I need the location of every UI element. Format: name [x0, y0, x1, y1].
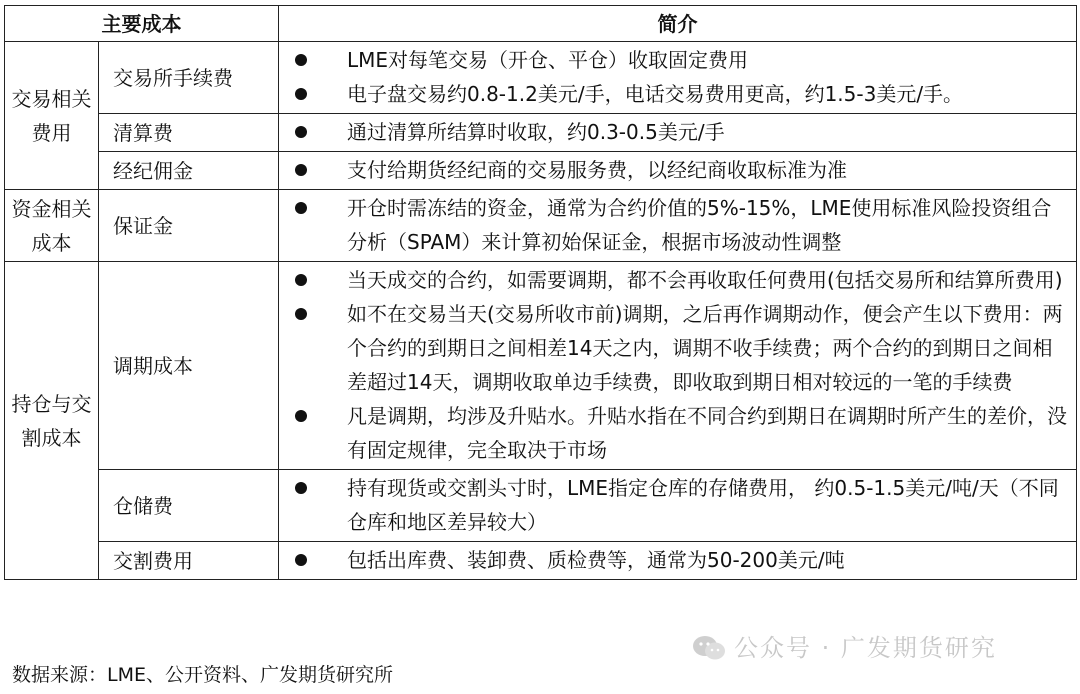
bullet-dot-icon	[295, 308, 307, 320]
category-cell: 资金相关成本	[5, 190, 99, 262]
wechat-icon	[692, 634, 726, 662]
description-cell	[279, 542, 1077, 580]
table-row	[5, 190, 1077, 262]
table-row	[5, 114, 1077, 152]
watermark-text: 公众号 · 广发期货研究	[734, 634, 997, 662]
table-row	[5, 542, 1077, 580]
bullet-item	[291, 399, 1070, 467]
bullet-text: 支付给期货经纪商的交易服务费，以经纪商收取标准为准	[347, 158, 847, 182]
category-cell: 交易相关费用	[5, 42, 99, 190]
bullet-text: 当天成交的合约，如需要调期，都不会再收取任何费用(包括交易所和结算所费用)	[347, 268, 1063, 292]
description-cell	[279, 262, 1077, 470]
cost-table	[4, 5, 1077, 580]
description-cell	[279, 190, 1077, 262]
bullet-dot-icon	[295, 554, 307, 566]
table-row	[5, 262, 1077, 470]
category-cell: 持仓与交割成本	[5, 262, 99, 580]
bullet-item	[291, 115, 1070, 149]
bullet-dot-icon	[295, 202, 307, 214]
data-source-note: 数据来源：LME、公开资料、广发期货研究所	[12, 664, 393, 686]
table-row	[5, 152, 1077, 190]
bullet-text: 如不在交易当天(交易所收市前)调期，之后再作调期动作，便会产生以下费用：两个合约的到期日之间相差14天之内，调期不收手续费；两个合约的到期日之间相差超过14天，调期收取单边手续费，即收取到期日相对较远的一笔的手续费	[347, 302, 1063, 394]
subcategory-cell: 仓储费	[99, 470, 279, 542]
bullet-text: 持有现货或交割头寸时，LME指定仓库的存储费用， 约0.5-1.5美元/吨/天（不同仓库和地区差异较大）	[347, 476, 1059, 534]
bullet-text: 开仓时需冻结的资金，通常为合约价值的5%-15%，LME使用标准风险投资组合分析（SPAM）来计算初始保证金，根据市场波动性调整	[347, 196, 1052, 254]
description-cell	[279, 152, 1077, 190]
subcategory-cell: 调期成本	[99, 262, 279, 470]
table-row	[5, 42, 1077, 114]
subcategory-cell: 经纪佣金	[99, 152, 279, 190]
bullet-text: 凡是调期，均涉及升贴水。升贴水指在不同合约到期日在调期时所产生的差价，没有固定规律，完全取决于市场	[347, 404, 1067, 462]
bullet-text: 包括出库费、装卸费、质检费等，通常为50-200美元/吨	[347, 548, 845, 572]
bullet-dot-icon	[295, 126, 307, 138]
bullet-text: LME对每笔交易（开仓、平仓）收取固定费用	[347, 48, 749, 72]
bullet-dot-icon	[295, 164, 307, 176]
bullet-item	[291, 153, 1070, 187]
bullet-dot-icon	[295, 482, 307, 494]
description-cell	[279, 470, 1077, 542]
bullet-dot-icon	[295, 54, 307, 66]
table-row	[5, 470, 1077, 542]
subcategory-cell: 交割费用	[99, 542, 279, 580]
bullet-item	[291, 77, 1070, 111]
bullet-item	[291, 263, 1070, 297]
bullet-dot-icon	[295, 88, 307, 100]
bullet-text: 电子盘交易约0.8-1.2美元/手，电话交易费用更高，约1.5-3美元/手。	[347, 82, 964, 106]
watermark	[692, 633, 997, 663]
bullet-item	[291, 297, 1070, 399]
bullet-item	[291, 43, 1070, 77]
description-cell	[279, 42, 1077, 114]
bullet-item	[291, 471, 1070, 539]
header-intro: 简介	[279, 6, 1077, 42]
description-cell	[279, 114, 1077, 152]
subcategory-cell: 交易所手续费	[99, 42, 279, 114]
subcategory-cell: 清算费	[99, 114, 279, 152]
header-main-cost: 主要成本	[5, 6, 279, 42]
bullet-item	[291, 191, 1070, 259]
bullet-item	[291, 543, 1070, 577]
bullet-dot-icon	[295, 410, 307, 422]
subcategory-cell: 保证金	[99, 190, 279, 262]
bullet-text: 通过清算所结算时收取，约0.3-0.5美元/手	[347, 120, 725, 144]
header-row	[5, 6, 1077, 42]
bullet-dot-icon	[295, 274, 307, 286]
